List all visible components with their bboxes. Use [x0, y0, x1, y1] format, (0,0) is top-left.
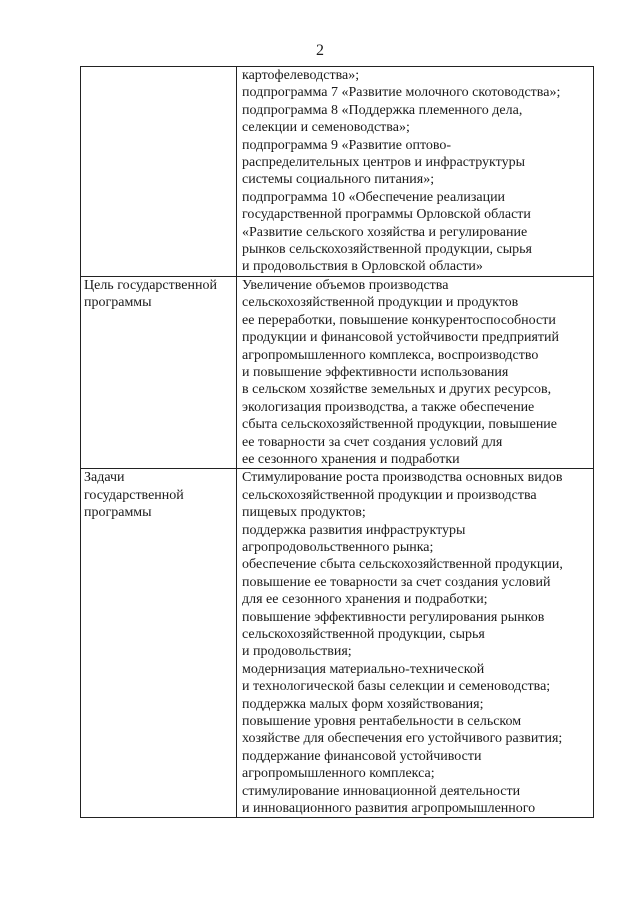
table-row — [81, 469, 594, 818]
page-number: 2 — [316, 42, 324, 59]
text-line: подпрограмма 8 «Поддержка племенного дела, — [242, 102, 523, 118]
text-line: экологизация производства, а также обеспечение — [242, 399, 535, 415]
text-line: агропродовольственного рынка; — [242, 539, 434, 555]
text-line: повышение эффективности регулирования рынков — [242, 609, 545, 625]
text-line: поддержка малых форм хозяйствования; — [242, 696, 484, 712]
text-line: сельскохозяйственной продукции, сырья — [242, 627, 485, 642]
text-line: картофелеводства»; — [242, 68, 360, 83]
text-line: агропромышленного комплекса; — [242, 766, 435, 782]
text-line: ее переработки, повышение конкурентоспособности — [242, 312, 556, 328]
text-line: подпрограмма 9 «Развитие оптово- — [242, 137, 452, 153]
text-line: государственной программы Орловской области — [242, 207, 531, 223]
text-line: рынков сельскохозяйственной продукции, сырья — [242, 242, 532, 258]
text-line: модернизация материально-технической — [242, 661, 485, 677]
text-line: Увеличение объемов производства — [242, 277, 449, 293]
row-content-cell — [237, 67, 594, 277]
text-line: сбыта сельскохозяйственной продукции, повышение — [242, 417, 558, 433]
text-line: повышение уровня рентабельности в сельском — [242, 714, 522, 730]
text-line: ее товарности за счет создания условий для — [242, 434, 503, 450]
text-line: сельскохозяйственной продукции и производства — [242, 487, 537, 503]
row-label-cell — [81, 469, 237, 818]
text-line: и повышение эффективности использования — [242, 364, 509, 380]
row-label-cell — [81, 276, 237, 468]
label-line: программы — [84, 505, 152, 521]
text-line: распределительных центров и инфраструктуры — [242, 155, 526, 171]
text-line: поддержка развития инфраструктуры — [242, 522, 466, 538]
text-line: сельскохозяйственной продукции и продуктов — [242, 295, 519, 311]
table-row — [81, 276, 594, 468]
row-content-cell — [237, 276, 594, 468]
text-line: селекции и семеноводства»; — [242, 120, 410, 136]
text-line: подпрограмма 10 «Обеспечение реализации — [242, 189, 506, 205]
row-label-cell — [81, 67, 237, 277]
label-line: Задачи — [84, 470, 125, 486]
text-line: ее сезонного хранения и подработки — [242, 451, 460, 467]
label-line: государственной — [84, 487, 184, 503]
text-line: поддержание финансовой устойчивости — [242, 748, 482, 764]
text-line: в сельском хозяйстве земельных и других ресурсов, — [242, 382, 552, 398]
text-line: подпрограмма 7 «Развитие молочного скотоводства»; — [242, 85, 561, 101]
text-line: хозяйстве для обеспечения его устойчивого развития; — [242, 731, 563, 747]
text-line: и технологической базы селекции и семеноводства; — [242, 679, 551, 695]
text-line: и инновационного развития агропромышленного — [242, 801, 536, 817]
text-line: и продовольствия в Орловской области» — [242, 259, 483, 275]
text-line: продукции и финансовой устойчивости предприятий — [242, 330, 559, 346]
text-line: «Развитие сельского хозяйства и регулирование — [242, 224, 528, 240]
label-line: программы — [84, 295, 152, 311]
text-line: Стимулирование роста производства основных видов — [242, 470, 563, 486]
text-line: обеспечение сбыта сельскохозяйственной продукции, — [242, 557, 563, 573]
table-row — [81, 67, 594, 277]
text-line: пищевых продуктов; — [242, 505, 366, 521]
text-line: повышение ее товарности за счет создания условий — [242, 574, 551, 590]
text-line: для ее сезонного хранения и подработки; — [242, 592, 488, 608]
text-line: стимулирование инновационной деятельности — [242, 783, 521, 799]
text-line: агропромышленного комплекса, воспроизводство — [242, 347, 539, 363]
text-line: и продовольствия; — [242, 644, 352, 660]
row-content-cell — [237, 469, 594, 818]
program-passport-table — [80, 66, 594, 818]
text-line: системы социального питания»; — [242, 172, 435, 188]
label-line: Цель государственной — [84, 277, 217, 293]
